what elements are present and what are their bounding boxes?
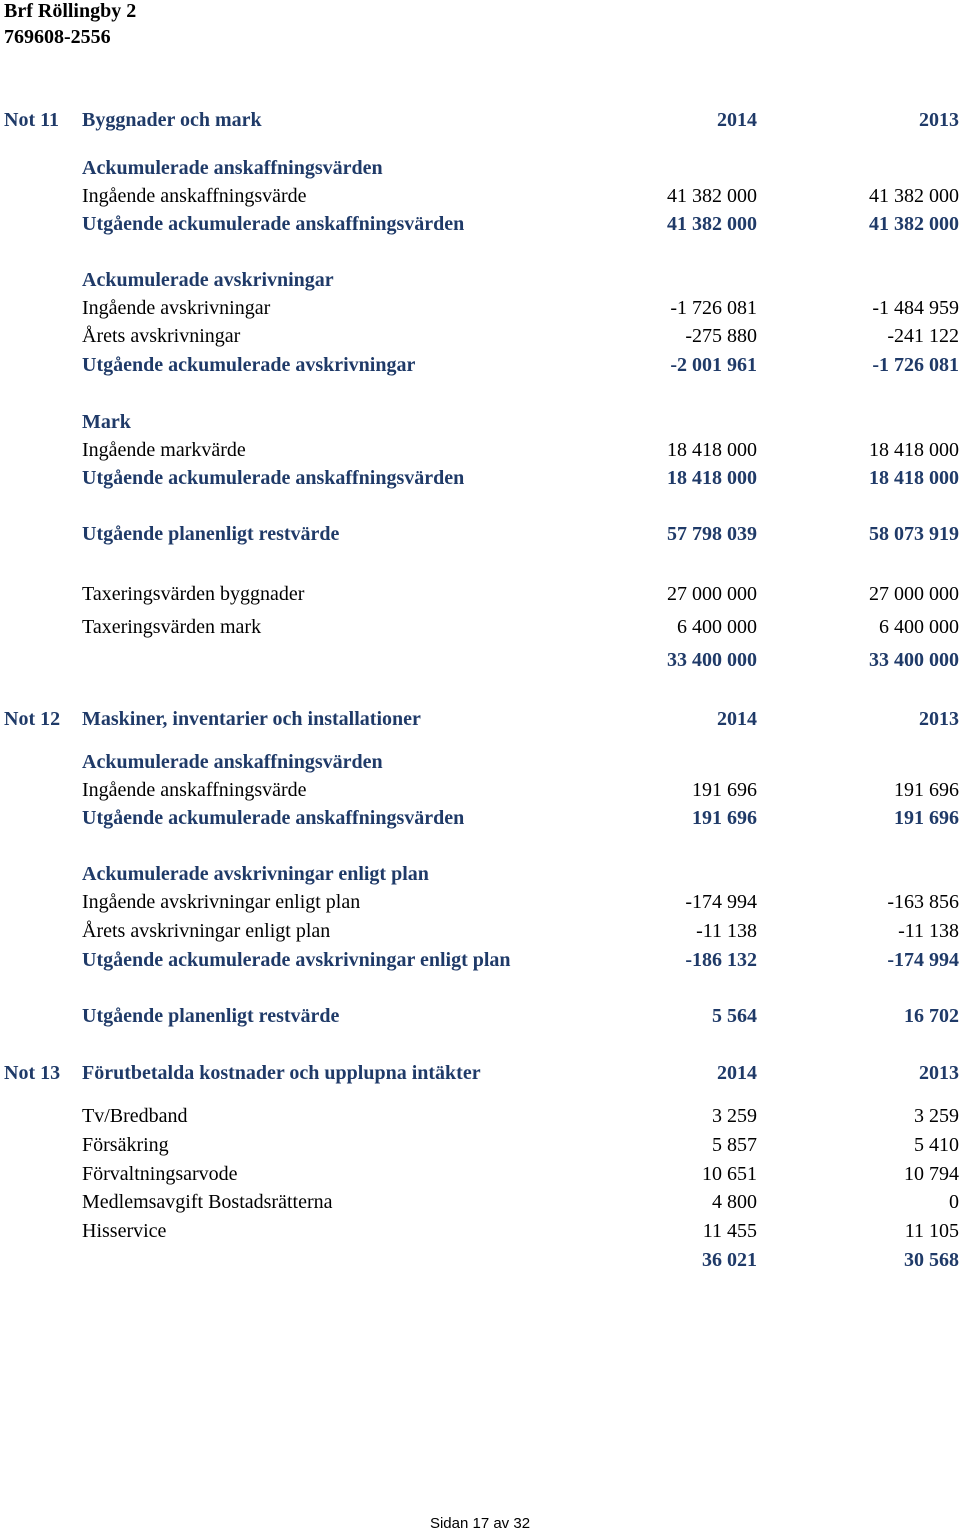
row-value-2013: -11 138: [898, 920, 959, 942]
row-value-2014: -2 001 961: [670, 354, 757, 376]
row-value-2013: 27 000 000: [869, 583, 959, 605]
row-label: Utgående ackumulerade anskaffningsvärden: [82, 807, 465, 829]
row-value-2013: 16 702: [904, 1005, 959, 1027]
note-12-year-2014: 2014: [717, 708, 757, 730]
row-value-2013: -1 726 081: [872, 354, 959, 376]
row-label: Ingående anskaffningsvärde: [82, 185, 307, 207]
row-value-2013: 3 259: [914, 1105, 959, 1127]
row-value-2014: -11 138: [696, 920, 757, 942]
row-value-2013: 0: [949, 1191, 959, 1213]
row-value-2014: -1 726 081: [670, 297, 757, 319]
row-value-2013: -174 994: [887, 949, 959, 971]
total-value-2014: 36 021: [702, 1249, 757, 1271]
row-label: Tv/Bredband: [82, 1105, 188, 1127]
row-value-2013: 41 382 000: [869, 213, 959, 235]
row-value-2014: 6 400 000: [677, 616, 757, 638]
row-value-2014: 18 418 000: [667, 439, 757, 461]
company-name: Brf Röllingby 2: [4, 0, 137, 22]
row-label: Försäkring: [82, 1134, 169, 1156]
row-label: Utgående ackumulerade avskrivningar: [82, 354, 416, 376]
section-heading: Ackumulerade anskaffningsvärden: [82, 157, 383, 179]
row-label: Ingående anskaffningsvärde: [82, 779, 307, 801]
row-label: Ingående markvärde: [82, 439, 246, 461]
section-heading: Ackumulerade anskaffningsvärden: [82, 751, 383, 773]
row-value-2014: 3 259: [712, 1105, 757, 1127]
row-label: Ingående avskrivningar enligt plan: [82, 891, 361, 913]
row-value-2014: 191 696: [692, 807, 757, 829]
note-12-title: Maskiner, inventarier och installationer: [82, 708, 421, 730]
row-label: Medlemsavgift Bostadsrätterna: [82, 1191, 333, 1213]
row-value-2014: 10 651: [702, 1163, 757, 1185]
page-number: Sidan 17 av 32: [429, 1515, 531, 1532]
row-value-2013: 191 696: [894, 779, 959, 801]
row-value-2013: 5 410: [914, 1134, 959, 1156]
row-value-2013: 58 073 919: [869, 523, 959, 545]
row-value-2014: 41 382 000: [667, 213, 757, 235]
row-value-2014: 18 418 000: [667, 467, 757, 489]
total-value-2013: 30 568: [904, 1249, 959, 1271]
row-label: Utgående ackumulerade anskaffningsvärden: [82, 467, 465, 489]
org-number: 769608-2556: [4, 26, 111, 48]
row-value-2013: 18 418 000: [869, 439, 959, 461]
section-heading: Ackumulerade avskrivningar: [82, 269, 334, 291]
row-value-2014: -174 994: [685, 891, 757, 913]
note-12-year-2013: 2013: [919, 708, 959, 730]
note-11-year-2014: 2014: [717, 109, 757, 131]
row-label: Utgående ackumulerade avskrivningar enligt plan: [82, 949, 511, 971]
row-label: Förvaltningsarvode: [82, 1163, 238, 1185]
section-heading: Mark: [82, 411, 131, 433]
row-value-2013: -1 484 959: [872, 297, 959, 319]
row-label: Årets avskrivningar enligt plan: [82, 920, 331, 942]
row-value-2013: -241 122: [887, 325, 959, 347]
note-13-year-2013: 2013: [919, 1062, 959, 1084]
row-label: Hisservice: [82, 1220, 167, 1242]
row-value-2014: 57 798 039: [667, 523, 757, 545]
row-value-2014: -275 880: [685, 325, 757, 347]
row-value-2013: 41 382 000: [869, 185, 959, 207]
row-value-2013: 10 794: [904, 1163, 959, 1185]
row-label: Taxeringsvärden byggnader: [82, 583, 305, 605]
row-value-2014: 27 000 000: [667, 583, 757, 605]
row-value-2014: 191 696: [692, 779, 757, 801]
note-13-title: Förutbetalda kostnader och upplupna intäkter: [82, 1062, 481, 1084]
row-value-2014: 11 455: [702, 1220, 757, 1242]
note-11-year-2013: 2013: [919, 109, 959, 131]
note-13-year-2014: 2014: [717, 1062, 757, 1084]
row-value-2013: 18 418 000: [869, 467, 959, 489]
note-12-id: Not 12: [4, 708, 61, 730]
total-value-2014: 33 400 000: [667, 649, 757, 671]
note-11-id: Not 11: [4, 109, 59, 131]
note-11-title: Byggnader och mark: [82, 109, 262, 131]
row-label: Utgående ackumulerade anskaffningsvärden: [82, 213, 465, 235]
row-value-2014: 5 857: [712, 1134, 757, 1156]
row-value-2013: 11 105: [904, 1220, 959, 1242]
row-label: Taxeringsvärden mark: [82, 616, 262, 638]
row-value-2013: -163 856: [887, 891, 959, 913]
row-value-2014: -186 132: [685, 949, 757, 971]
row-value-2013: 191 696: [894, 807, 959, 829]
row-value-2014: 5 564: [712, 1005, 757, 1027]
row-value-2013: 6 400 000: [879, 616, 959, 638]
row-label: Årets avskrivningar: [82, 325, 241, 347]
note-13-id: Not 13: [4, 1062, 61, 1084]
row-value-2014: 41 382 000: [667, 185, 757, 207]
row-label: Ingående avskrivningar: [82, 297, 271, 319]
section-heading: Ackumulerade avskrivningar enligt plan: [82, 863, 429, 885]
total-value-2013: 33 400 000: [869, 649, 959, 671]
row-label: Utgående planenligt restvärde: [82, 523, 340, 545]
row-value-2014: 4 800: [712, 1191, 757, 1213]
row-label: Utgående planenligt restvärde: [82, 1005, 340, 1027]
